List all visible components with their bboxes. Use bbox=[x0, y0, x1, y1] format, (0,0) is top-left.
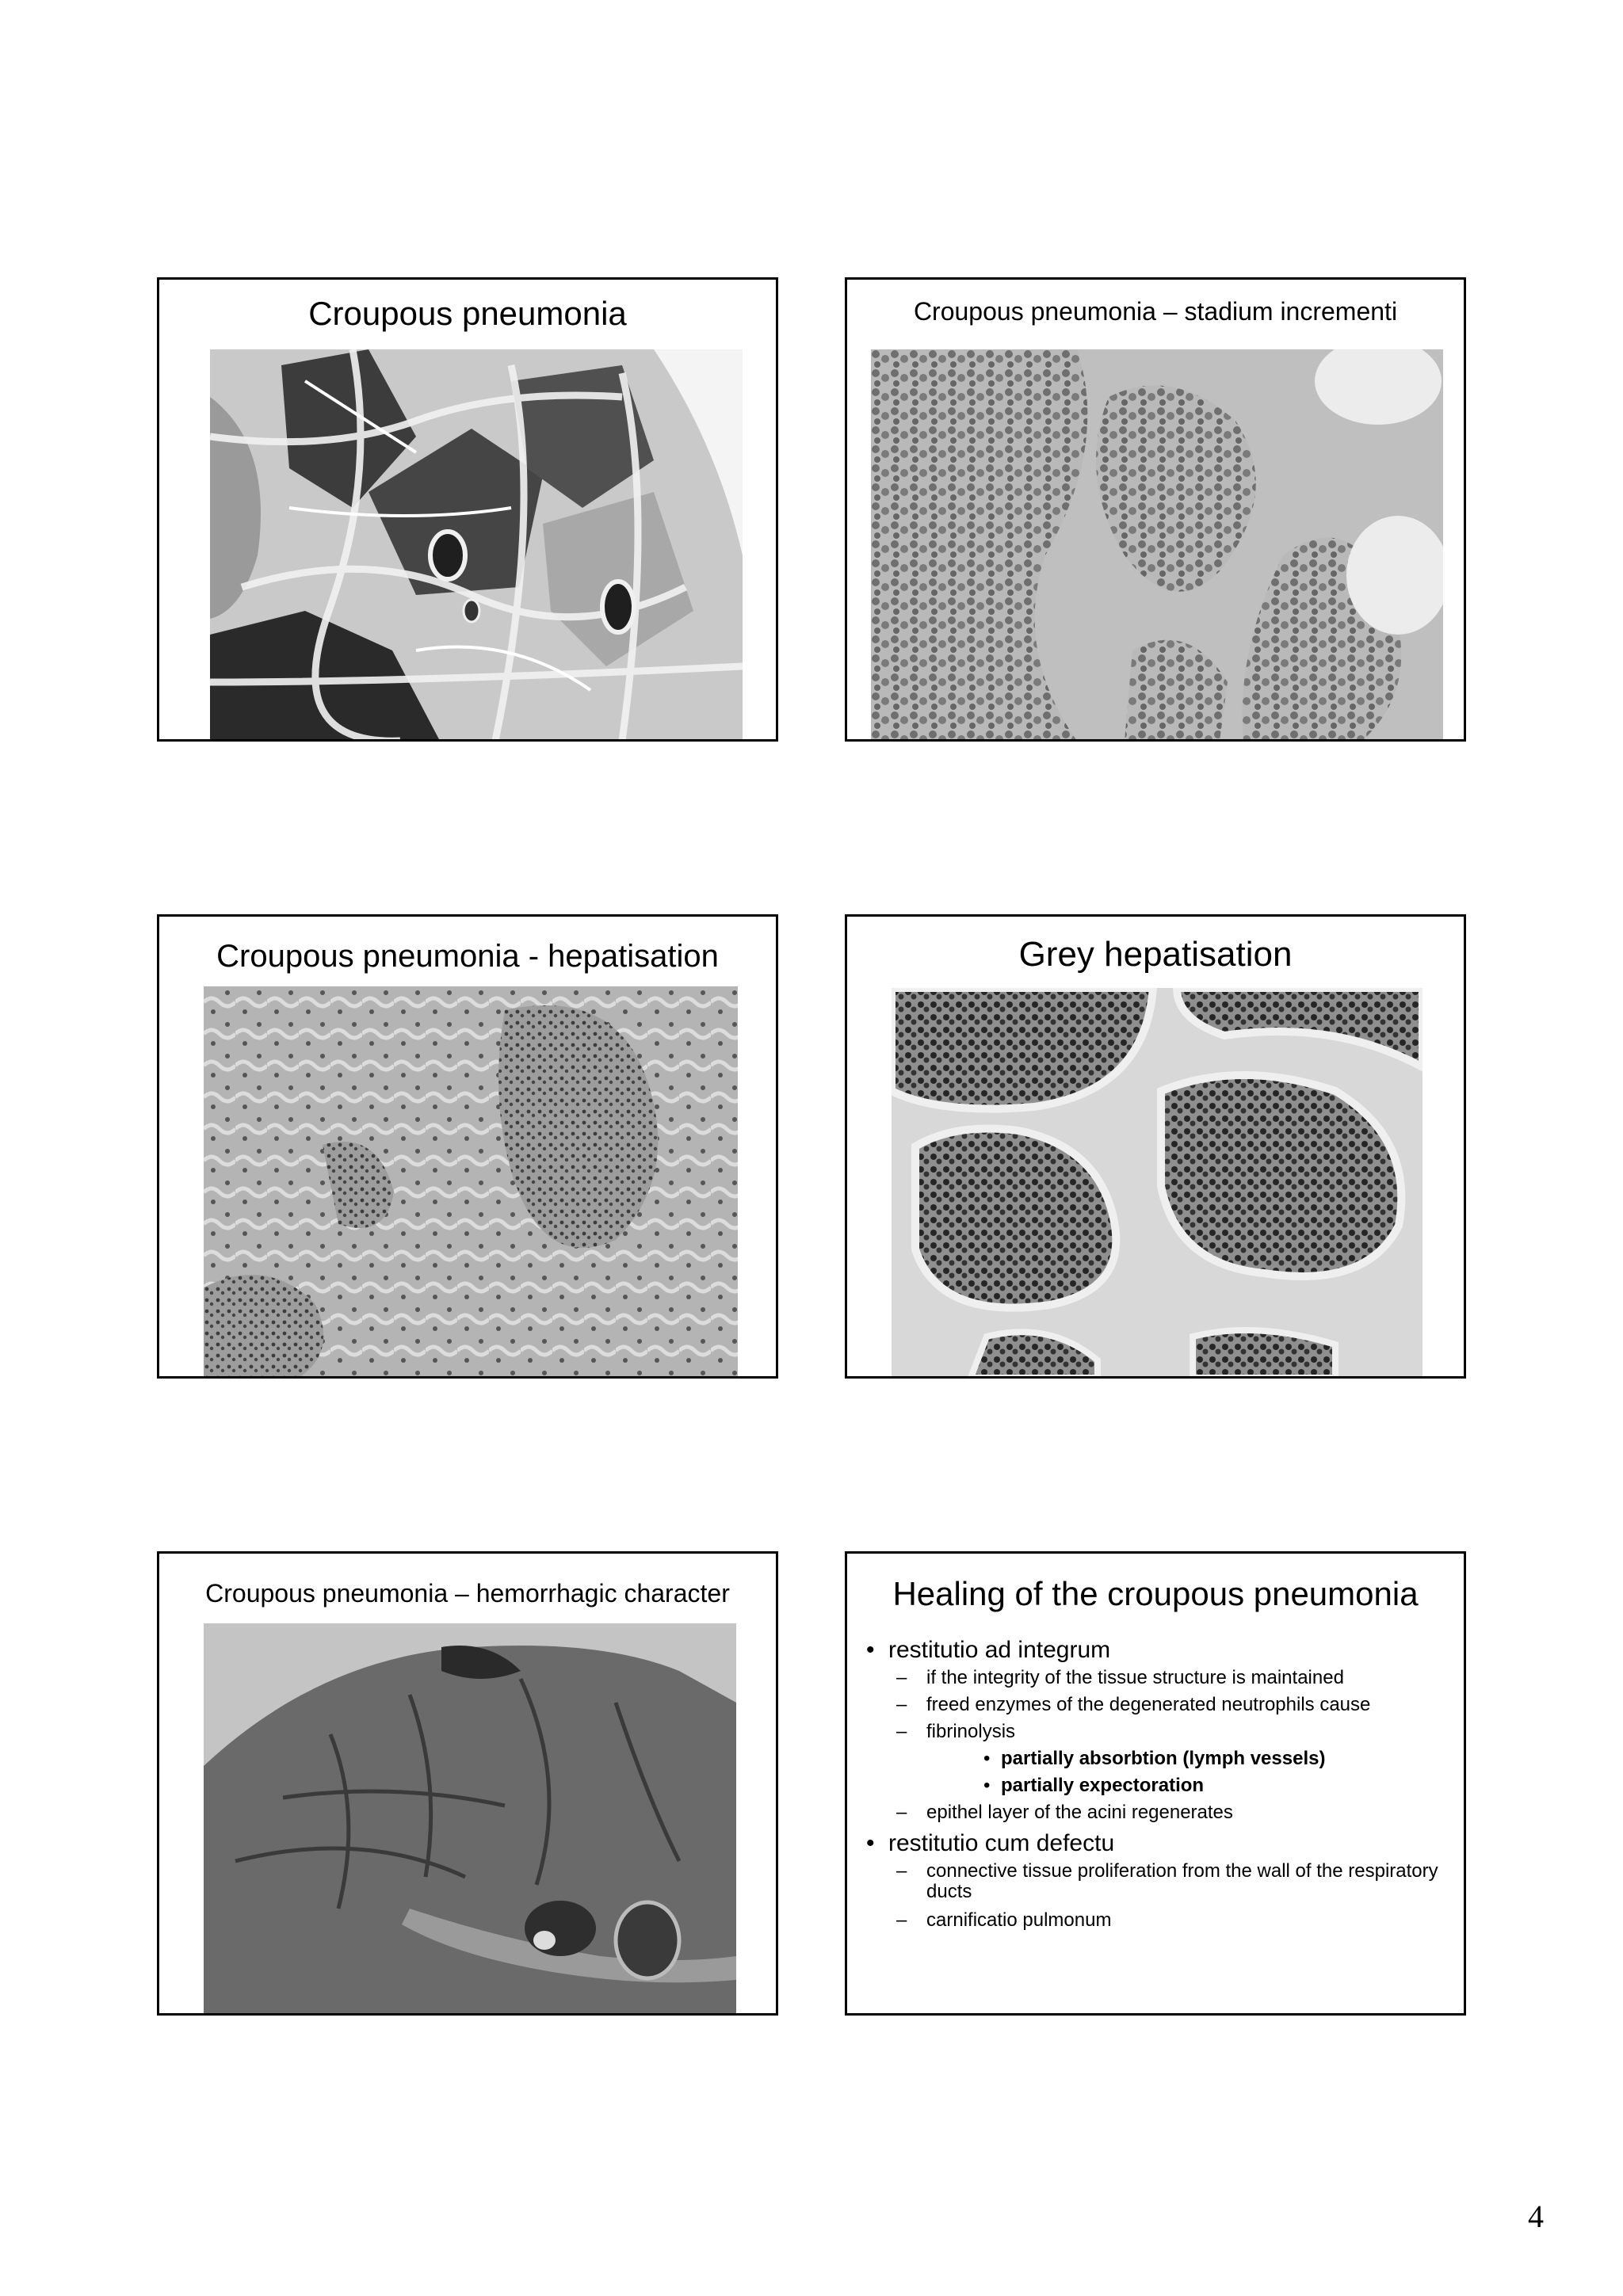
sub-bullet: – connective tissue proliferation from the wall of the respiratory ducts bbox=[896, 1860, 1438, 1902]
sub-sub-bullet-text: partially expectoration bbox=[1001, 1775, 1205, 1796]
bullet-restitutio-ad-integrum bbox=[866, 1636, 1440, 1826]
slide-6 bbox=[845, 1551, 1466, 2016]
page-number: 4 bbox=[1528, 2199, 1544, 2234]
sub-bullet-text: if the integrity of the tissue structure is maintained bbox=[926, 1667, 1344, 1688]
slide-5 bbox=[157, 1551, 778, 2016]
slide-4-title: Grey hepatisation bbox=[1018, 935, 1293, 974]
slide-5-title: Croupous pneumonia – hemorrhagic character bbox=[205, 1579, 730, 1608]
slide-6-title: Healing of the croupous pneumonia bbox=[892, 1575, 1419, 1612]
slide-5-photo-lung-specimen bbox=[204, 1623, 736, 2015]
slide-6-bullet-list bbox=[866, 1636, 1440, 1937]
slide-2-title: Croupous pneumonia – stadium incrementi bbox=[913, 297, 1398, 326]
sub-sub-bullet-list bbox=[888, 1745, 1440, 1799]
sub-bullet-list bbox=[888, 1861, 1440, 1934]
slide-4 bbox=[845, 914, 1466, 1379]
slide-1-photo-lung-section bbox=[210, 349, 743, 741]
sub-bullet-list bbox=[888, 1665, 1440, 1826]
sub-sub-bullet-text: partially absorbtion (lymph vessels) bbox=[1001, 1748, 1326, 1769]
slide-1 bbox=[157, 277, 778, 742]
sub-bullet-text: connective tissue proliferation from the wall of the respiratory ducts bbox=[926, 1860, 1438, 1902]
sub-bullet: – carnificatio pulmonum bbox=[896, 1909, 1112, 1931]
sub-bullet-text: fibrinolysis bbox=[926, 1721, 1016, 1742]
slide-4-photo-micrograph bbox=[892, 988, 1423, 1378]
bullet-text: restitutio ad integrum bbox=[888, 1637, 1111, 1663]
bullet-text: restitutio cum defectu bbox=[888, 1830, 1115, 1856]
sub-bullet: – fibrinolysis • partially absorbtion (lymph vessels) • partially expectoration bbox=[888, 1718, 1440, 1799]
sub-bullet: – if the integrity of the tissue structure is maintained bbox=[896, 1667, 1344, 1688]
slide-1-title: Croupous pneumonia bbox=[308, 295, 627, 332]
slide-2-photo-micrograph bbox=[871, 349, 1443, 741]
sub-bullet: – epithel layer of the acini regenerates bbox=[896, 1802, 1233, 1823]
slide-3 bbox=[157, 914, 778, 1379]
sub-sub-bullet: • partially absorbtion (lymph vessels) bbox=[983, 1748, 1326, 1769]
sub-sub-bullet: • partially expectoration bbox=[983, 1775, 1205, 1796]
slide-3-title: Croupous pneumonia - hepatisation bbox=[216, 939, 719, 974]
sub-bullet-text: carnificatio pulmonum bbox=[926, 1909, 1112, 1931]
sub-bullet-text: epithel layer of the acini regenerates bbox=[926, 1802, 1233, 1823]
bullet-restitutio-cum-defectu bbox=[866, 1829, 1440, 1934]
sub-bullet-text: freed enzymes of the degenerated neutrophils cause bbox=[926, 1694, 1371, 1715]
sub-bullet: – freed enzymes of the degenerated neutrophils cause bbox=[896, 1694, 1371, 1715]
slide-3-photo-micrograph bbox=[204, 986, 738, 1378]
slide-2 bbox=[845, 277, 1466, 742]
